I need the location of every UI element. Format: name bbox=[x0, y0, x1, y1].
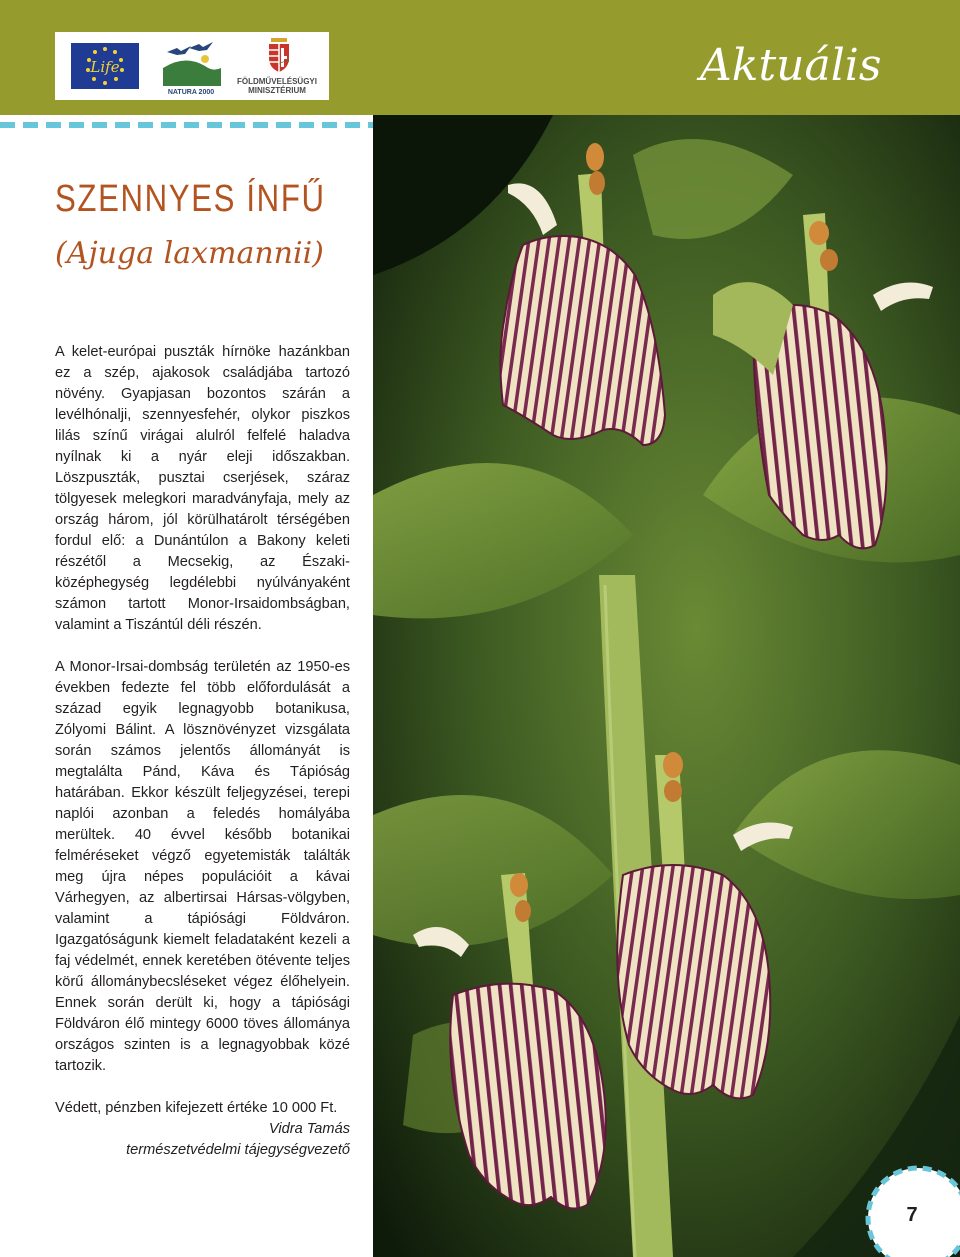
article-body bbox=[55, 342, 350, 1127]
header-band bbox=[0, 0, 960, 115]
ministry-crest-logo bbox=[269, 38, 289, 72]
paragraph-value: Védett, pénzben kifejezett értéke 10 000 Ft. bbox=[55, 1100, 338, 1116]
paragraph-intro: A kelet-európai puszták hírnöke hazánkban ez a szép, ajakosok családjába tartozó növény. Gyapjasan bozontos szárán a levélhónalji, szennyesfehér, olykor piszkos lilás színű virágai alulról felfelé haladva nyílnak ki a nyár eleji időszakban. Löszpuszták, pusztai cserjések, száraz tölgyesek melegkori maradványfaja, mely az ország három, jól körülhatárolt térségében fordul elő: a Dunántúlon a Bakony keleti részétől a Mecsekig, az Északi-középhegység legdélebbi nyúlványaként számon tartott Monor-Irsaidombságban, valamint a Tiszántúl déli részén. bbox=[55, 344, 350, 633]
section-title: Aktuális bbox=[700, 40, 882, 91]
ajuga-flower-illustration bbox=[373, 115, 960, 1257]
logo-strip bbox=[55, 32, 329, 100]
natura-2000-logo bbox=[158, 40, 224, 96]
page-number-ornament bbox=[850, 1130, 960, 1257]
ministry-name-line1: FÖLDMŰVELÉSÜGYI bbox=[236, 77, 318, 86]
page-number: 7 bbox=[906, 1204, 918, 1226]
author-role: természetvédelmi tájegységvezető bbox=[126, 1142, 350, 1158]
author-name: Vidra Tamás bbox=[268, 1121, 350, 1137]
paragraph-history: A Monor-Irsai-dombság területén az 1950-es években fedezte fel több előfordulását a század egyik legnagyobb botanikusa, Zólyomi Bálint. A lösznövényzet vizsgálata során számos jelentős állományát is megtalálta Pánd, Káva és Tápióság határában. Ekkor készült feljegyzései, terepi naplói azonban a feledés homályába merültek. 40 évvel később botanikai felméréseket végző egyetemisták találták meg újra népes populációit a kávai Várhegyen, az albertirsai Hársas-völgyben, valamint a tápiósági Földváron. Igazgatóságunk kiemelt feladataként kezeli a faj védelmét, ennek keretében ötévente teljes körű állománybecsléseket végez élőhelyein. Ennek során derült ki, hogy a tápiósági Földváron élő mintegy 6000 töves állománya országos szinten is a legnagyobbak közé tartozik. bbox=[55, 659, 350, 1074]
partner-logos bbox=[55, 32, 329, 100]
article-title: SZENNYES ÍNFŰ bbox=[55, 178, 326, 220]
natura-logo-text: NATURA 2000 bbox=[167, 89, 215, 96]
ministry-name-line2: MINISZTÉRIUM bbox=[248, 86, 306, 95]
eu-life-logo bbox=[71, 43, 139, 89]
flower-photo bbox=[373, 115, 960, 1257]
latin-name: (Ajuga laxmannii) bbox=[55, 236, 324, 271]
life-logo-text: Life bbox=[90, 58, 120, 76]
